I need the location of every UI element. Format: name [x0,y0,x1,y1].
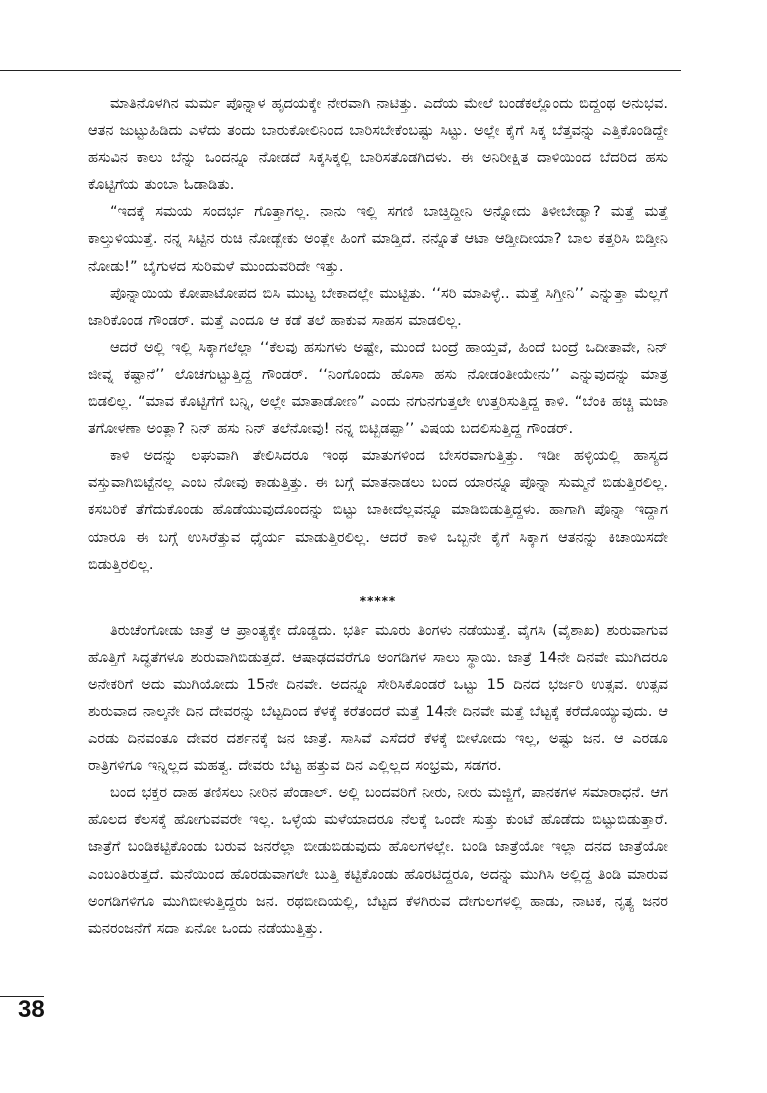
paragraph-2: “ಇದಕ್ಕೆ ಸಮಯ ಸಂದರ್ಭ ಗೊತ್ತಾಗಲ್ಲ. ನಾನು ಇಲ್ಲಿ ಸಗಣಿ ಬಾಚ್ತಿದ್ದೀನಿ ಅನ್ನೋದು ತಿಳೀಬೇಡ್ವಾ? ಮತ್ತೆ ಮತ್ತೆ ಕಾಲ್ತುಳಿಯುತ್ತೆ. ನನ್ನ ಸಿಟ್ಟಿನ ರುಚಿ ನೋಡ್ಬೇಕು ಅಂತ್ಲೇ ಹಿಂಗೆ ಮಾಡ್ತಿದೆ. ನನ್ನೊತೆ ಆಟಾ ಆಡ್ತೀದೀಯಾ? ಬಾಲ ಕತ್ತರಿಸಿ ಬಿಡ್ತೀನಿ ನೋಡು!” ಬೈಗುಳದ ಸುರಿಮಳೆ ಮುಂದುವರಿದೇ ಇತ್ತು. [88,203,668,275]
paragraph-5: ಕಾಳಿ ಅದನ್ನು ಲಘುವಾಗಿ ತೇಲಿಸಿದರೂ ಇಂಥ ಮಾತುಗಳಿಂದ ಬೇಸರವಾಗುತ್ತಿತ್ತು. ಇಡೀ ಹಳ್ಳಿಯಲ್ಲಿ ಹಾಸ್ಯದ ವಸ್ತುವಾಗಿಬಿಟ್ಟೆನಲ್ಲ ಎಂಬ ನೋವು ಕಾಡುತ್ತಿತ್ತು. ಈ ಬಗ್ಗೆ ಮಾತನಾಡಲು ಬಂದ ಯಾರನ್ನೂ ಪೊನ್ನಾ ಸುಮ್ಮನೆ ಬಿಡುತ್ತಿರಲಿಲ್ಲ. ಕಸಬರಿಕೆ ತೆಗೆದುಕೊಂಡು ಹೊಡೆಯುವುದೊಂದನ್ನು ಬಿಟ್ಟು ಬಾಕೀದೆಲ್ಲವನ್ನೂ ಮಾಡಿಬಿಡುತ್ತಿದ್ದಳು. ಹಾಗಾಗಿ ಪೊನ್ನಾ ಇದ್ದಾಗ ಯಾರೂ ಈ ಬಗ್ಗೆ ಉಸಿರೆತ್ತುವ ಧೈರ್ಯ ಮಾಡುತ್ತಿರಲಿಲ್ಲ. ಆದರೆ ಕಾಳಿ ಒಬ್ಬನೇ ಕೈಗೆ ಸಿಕ್ಕಾಗ ಆತನನ್ನು ಕಿಚಾಯಿಸದೇ ಬಿಡುತ್ತಿರಲಿಲ್ಲ. [88,447,668,573]
page-body [88,90,668,942]
top-rule [0,70,681,71]
section-separator: ***** [359,593,397,608]
paragraph-3: ಪೊನ್ನಾಯಿಯ ಕೋಪಾಟೋಪದ ಬಿಸಿ ಮುಟ್ಟ ಬೇಕಾದಲ್ಲೇ ಮುಟ್ಟಿತು. ‘‘ಸರಿ ಮಾಪಿಳ್ಳೆ.. ಮತ್ತೆ ಸಿಗ್ತೀನಿ’’ ಎನ್ನುತ್ತಾ ಮೆಲ್ಲಗೆ ಜಾರಿಕೊಂಡ ಗೌಂಡರ್. ಮತ್ತೆ ಎಂದೂ ಆ ಕಡೆ ತಲೆ ಹಾಕುವ ಸಾಹಸ ಮಾಡಲಿಲ್ಲ. [88,284,668,329]
paragraph-1: ಮಾತಿನೊಳಗಿನ ಮರ್ಮ ಪೊನ್ನಾಳ ಹೃದಯಕ್ಕೇ ನೇರವಾಗಿ ನಾಟಿತ್ತು. ಎದೆಯ ಮೇಲೆ ಬಂಡೆಕಲ್ಲೊಂದು ಬಿದ್ದಂಥ ಅನುಭವ. ಆತನ ಜುಟ್ಟುಹಿಡಿದು ಎಳೆದು ತಂದು ಬಾರುಕೋಲಿನಿಂದ ಬಾರಿಸಬೇಕೆಂಬಷ್ಟು ಸಿಟ್ಟು. ಅಲ್ಲೇ ಕೈಗೆ ಸಿಕ್ಕ ಬೆತ್ತವನ್ನು ಎತ್ತಿಕೊಂಡಿದ್ದೇ ಹಸುವಿನ ಕಾಲು ಬೆನ್ನು ಒಂದನ್ನೂ ನೋಡದೆ ಸಿಕ್ಕಸಿಕ್ಕಲ್ಲಿ ಬಾರಿಸತೊಡಗಿದಳು. ಈ ಅನಿರೀಕ್ಷಿತ ದಾಳಿಯಿಂದ ಬೆದರಿದ ಹಸು ಕೊಟ್ಟಿಗೆಯ ತುಂಬಾ ಓಡಾಡಿತು. [88,95,668,194]
paragraph-6: ತಿರುಚೆಂಗೋಡು ಜಾತ್ರೆ ಆ ಪ್ರಾಂತ್ಯಕ್ಕೇ ದೊಡ್ಡದು. ಭರ್ತಿ ಮೂರು ತಿಂಗಳು ನಡೆಯುತ್ತೆ. ವೈಗಸಿ (ವೈಶಾಖ) ಶುರುವಾಗುವ ಹೊತ್ತಿಗೆ ಸಿದ್ಧತೆಗಳೂ ಶುರುವಾಗಿಬಿಡುತ್ತದೆ. ಆಷಾಢದವರೆಗೂ ಅಂಗಡಿಗಳ ಸಾಲು ಸ್ಥಾಯಿ. ಜಾತ್ರೆ 14ನೇ ದಿನವೇ ಮುಗಿದರೂ ಅನೇಕರಿಗೆ ಅದು ಮುಗಿಯೋದು 15ನೇ ದಿನವೇ. ಅದನ್ನೂ ಸೇರಿಸಿಕೊಂಡರೆ ಒಟ್ಟು 15 ದಿನದ ಭರ್ಜರಿ ಉತ್ಸವ. ಉತ್ಸವ ಶುರುವಾದ ನಾಲ್ಕನೇ ದಿನ ದೇವರನ್ನು ಬೆಟ್ಟದಿಂದ ಕೆಳಕ್ಕೆ ಕರೆತಂದರೆ ಮತ್ತೆ 14ನೇ ದಿನವೇ ಮತ್ತೆ ಬೆಟ್ಟಕ್ಕೆ ಕರೆದೊಯ್ಯುವುದು. ಆ ಎರಡು ದಿನವಂತೂ ದೇವರ ದರ್ಶನಕ್ಕೆ ಜನ ಜಾತ್ರೆ. ಸಾಸಿವೆ ಎಸೆದರೆ ಕೆಳಕ್ಕೆ ಬೀಳೋದು ಇಲ್ಲ, ಅಷ್ಟು ಜನ. ಆ ಎರಡೂ ರಾತ್ರಿಗಳಿಗೂ ಇನ್ನಿಲ್ಲದ ಮಹತ್ವ. ದೇವರು ಬೆಟ್ಟ ಹತ್ತುವ ದಿನ ಎಲ್ಲಿಲ್ಲದ ಸಂಭ್ರಮ, ಸಡಗರ. [88,621,668,775]
page-number: 38 [18,996,45,1023]
paragraph-4: ಆದರೆ ಅಲ್ಲಿ ಇಲ್ಲಿ ಸಿಕ್ಕಾಗಲೆಲ್ಲಾ ‘‘ಕೆಲವು ಹಸುಗಳು ಅಷ್ಟೇ, ಮುಂದೆ ಬಂದ್ರೆ ಹಾಯ್ತವೆ, ಹಿಂದೆ ಬಂದ್ರೆ ಒದೀತಾವೇ, ನಿನ್ ಜೀವ್ನ ಕಷ್ಟಾನೆ’’ ಲೊಚಗುಟ್ಟುತ್ತಿದ್ದ ಗೌಂಡರ್. ‘‘ನಿಂಗೊಂದು ಹೊಸಾ ಹಸು ನೋಡಂತೀಯೇನು’’ ಎನ್ನುವುದನ್ನು ಮಾತ್ರ ಬಿಡಲಿಲ್ಲ. “ಮಾವ ಕೊಟ್ಟಿಗೆಗೆ ಬನ್ನಿ, ಅಲ್ಲೇ ಮಾತಾಡೋಣ” ಎಂದು ನಗುನಗುತ್ತಲೇ ಉತ್ತರಿಸುತ್ತಿದ್ದ ಕಾಳಿ. “ಬೆಂಕಿ ಹಚ್ಚಿ ಮಜಾ ತಗೋಳಣಾ ಅಂತ್ಲಾ? ನಿನ್ ಹಸು ನಿನ್ ತಲೆನೋವು! ನನ್ನ ಬಿಟ್ಬಿಡಪ್ಪಾ’’ ವಿಷಯ ಬದಲಿಸುತ್ತಿದ್ದ ಗೌಂಡರ್. [88,338,668,438]
paragraph-7: ಬಂದ ಭಕ್ತರ ದಾಹ ತಣಿಸಲು ನೀರಿನ ಪೆಂಡಾಲ್. ಅಲ್ಲಿ ಬಂದವರಿಗೆ ನೀರು, ನೀರು ಮಜ್ಜಿಗೆ, ಪಾನಕಗಳ ಸಮಾರಾಧನೆ. ಆಗ ಹೊಲದ ಕೆಲಸಕ್ಕೆ ಹೋಗುವವರೇ ಇಲ್ಲ. ಒಳ್ಳೆಯ ಮಳೆಯಾದರೂ ನೆಲಕ್ಕೆ ಒಂದೇ ಸುತ್ತು ಕುಂಟೆ ಹೊಡೆದು ಬಿಟ್ಟುಬಿಡುತ್ತಾರೆ. ಜಾತ್ರೆಗೆ ಬಂಡಿಕಟ್ಟಿಕೊಂಡು ಬರುವ ಜನರೆಲ್ಲಾ ಬೀಡುಬಿಡುವುದು ಹೊಲಗಳಲ್ಲೇ. ಬಂಡಿ ಜಾತ್ರೆಯೋ ಇಲ್ಲಾ ದನದ ಜಾತ್ರೆಯೋ ಎಂಬಂತಿರುತ್ತದೆ. ಮನೆಯಿಂದ ಹೊರಡುವಾಗಲೇ ಬುತ್ತಿ ಕಟ್ಟಿಕೊಂಡು ಹೊರಟಿದ್ದರೂ, ಅದನ್ನು ಮುಗಿಸಿ ಅಲ್ಲಿದ್ದ ತಿಂಡಿ ಮಾರುವ ಅಂಗಡಿಗಳಿಗೂ ಮುಗಿಬೀಳುತ್ತಿದ್ದರು ಜನ. ರಥಬೀದಿಯಲ್ಲಿ, ಬೆಟ್ಟದ ಕೆಳಗಿರುವ ದೇಗುಲಗಳಲ್ಲಿ ಹಾಡು, ನಾಟಕ, ನೃತ್ಯ ಜನರ ಮನರಂಜನೆಗೆ ಸದಾ ಏನೋ ಒಂದು ನಡೆಯುತ್ತಿತ್ತು. [88,784,668,937]
